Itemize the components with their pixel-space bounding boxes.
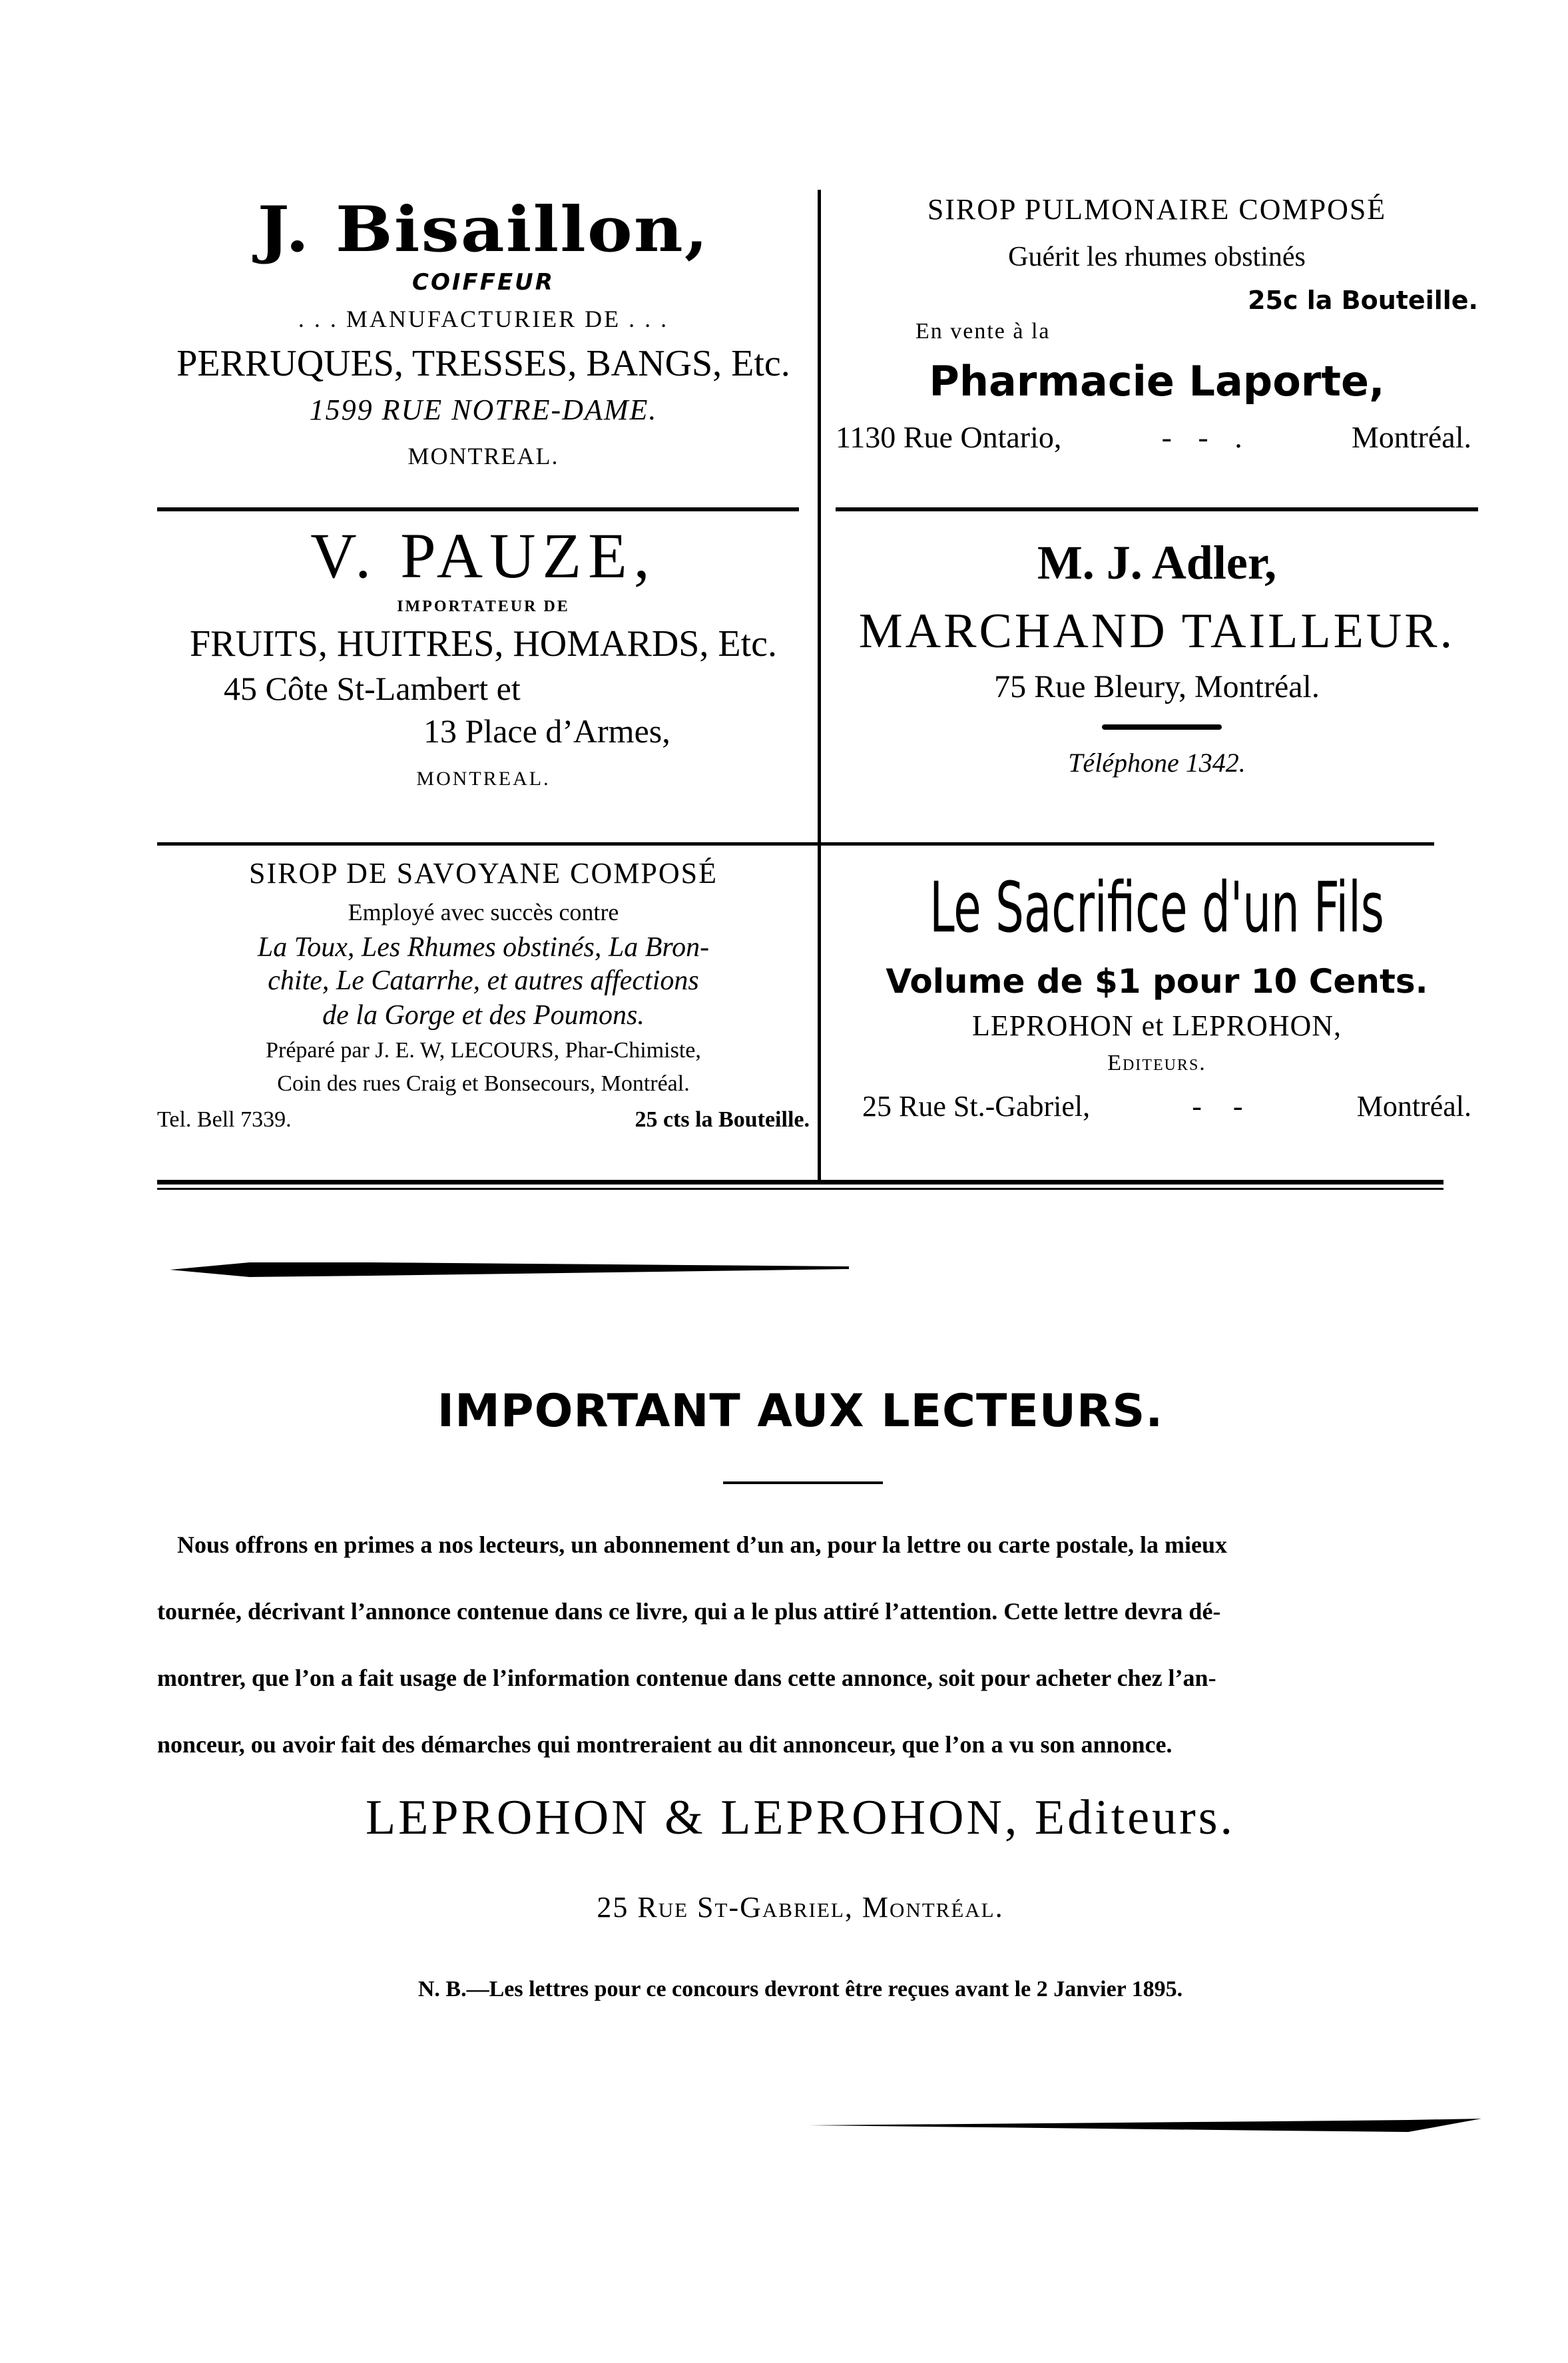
column-divider [818, 190, 821, 1182]
ad-sacrifice-city: Montréal. [1356, 1090, 1471, 1123]
row-rule-3b [157, 1188, 1443, 1190]
ad-sacrifice-title: Le Sacrifice d'un Fils [929, 867, 1384, 948]
ad-pulmonaire-subtitle: Guérit les rhumes obstinés [1008, 242, 1306, 272]
ad-adler-divider [836, 711, 1478, 740]
ad-adler-phone: Téléphone 1342. [1068, 748, 1246, 778]
ad-pauze-city: MONTREAL. [416, 768, 551, 790]
ad-pulmonaire-city: Montréal. [1351, 420, 1471, 454]
ad-pulmonaire [836, 190, 1478, 459]
ad-bisaillon-address: 1599 RUE NOTRE-DAME. [309, 394, 658, 426]
ad-savoyane-footer [157, 1100, 810, 1140]
ad-pulmonaire-footer [836, 416, 1478, 459]
row-rule-1-right [836, 507, 1478, 511]
ad-pulmonaire-address: 1130 Rue Ontario, [836, 420, 1062, 454]
notice-body-line-3: montrer, que l’on a fait usage de l’information contenue dans cette annonce, soit pour acheter chez l’an- [157, 1665, 1216, 1691]
notice-heading-underline [723, 1481, 883, 1484]
ad-savoyane-subtitle: Employé avec succès contre [348, 899, 619, 925]
ad-bisaillon-city: MONTREAL. [407, 443, 559, 469]
row-rule-2 [157, 842, 1434, 846]
ad-adler-address: 75 Rue Bleury, Montréal. [994, 669, 1320, 704]
notice-signature: LEPROHON & LEPROHON, Editeurs. [365, 1790, 1236, 1845]
ad-adler-name: M. J. Adler, [1037, 536, 1277, 589]
ad-savoyane-price: 25 cts la Bouteille. [635, 1107, 810, 1132]
notice-body-line-1: Nous offrons en primes a nos lecteurs, un abonnement d’un an, pour la lettre ou carte postale, la mieux [177, 1531, 1228, 1558]
ad-savoyane-prep2: Coin des rues Craig et Bonsecours, Montréal. [277, 1071, 690, 1096]
row-rule-1-left [157, 507, 799, 511]
ad-sacrifice-offer: Volume de $1 pour 10 Cents. [886, 962, 1428, 1001]
ad-savoyane-prep1: Préparé par J. E. W, LECOURS, Phar-Chimiste, [266, 1038, 701, 1063]
row-rule-3 [157, 1180, 1443, 1184]
ad-pulmonaire-sep: - - . [1161, 420, 1252, 454]
ad-bisaillon-line2: PERRUQUES, TRESSES, BANGS, Etc. [176, 343, 790, 384]
ad-savoyane-title: SIROP DE SAVOYANE COMPOSÉ [248, 857, 718, 890]
ad-pauze-role: IMPORTATEUR DE [397, 598, 570, 615]
ad-pauze [157, 519, 810, 806]
ad-pauze-goods: FRUITS, HUITRES, HOMARDS, Etc. [189, 623, 778, 664]
ad-pulmonaire-store: Pharmacie Laporte, [929, 357, 1385, 405]
ad-sacrifice-role: Editeurs. [1107, 1051, 1206, 1075]
ad-savoyane [157, 854, 810, 1140]
notice-heading: IMPORTANT AUX LECTEURS. [437, 1385, 1164, 1438]
ad-pulmonaire-sale: En vente à la [915, 319, 1051, 344]
notice-nb: N. B.—Les lettres pour ce concours devront être reçues avant le 2 Janvier 1895. [417, 1977, 1183, 2001]
ad-pulmonaire-title: SIROP PULMONAIRE COMPOSÉ [927, 193, 1387, 226]
ad-bisaillon-line1: . . . MANUFACTURIER DE . . . [298, 306, 669, 332]
notice-address: 25 Rue St-Gabriel, Montréal. [597, 1891, 1004, 1924]
ornamental-rule-top [170, 1258, 849, 1281]
ad-sacrifice-footer [836, 1080, 1478, 1133]
ad-pauze-name: V. PAUZE, [310, 520, 656, 591]
ad-sacrifice-address: 25 Rue St.-Gabriel, [862, 1090, 1091, 1123]
ad-pauze-addr2: 13 Place d’Armes, [423, 712, 670, 750]
ad-adler [836, 526, 1478, 786]
ad-bisaillon-trade: COIFFEUR [412, 269, 555, 296]
ornamental-rule-bottom [809, 2116, 1481, 2136]
ad-sacrifice-publisher: LEPROHON et LEPROHON, [971, 1009, 1342, 1042]
ad-pauze-addr1: 45 Côte St-Lambert et [224, 670, 521, 707]
ad-pulmonaire-price: 25c la Bouteille. [1248, 286, 1478, 315]
ad-sacrifice [836, 858, 1478, 1133]
notice-body-line-4: nonceur, ou avoir fait des démarches qui montreraient au dit annonceur, que l’on a vu son annonce. [157, 1731, 1173, 1758]
ad-savoyane-desc1: La Toux, Les Rhumes obstinés, La Bron- [257, 932, 710, 963]
ad-bisaillon [157, 193, 810, 479]
ad-savoyane-desc3: de la Gorge et des Poumons. [322, 1000, 645, 1031]
ad-bisaillon-name: J. Bisaillon, [257, 193, 710, 266]
ad-adler-trade: MARCHAND TAILLEUR. [858, 604, 1455, 658]
notice-body-line-2: tournée, décrivant l’annonce contenue dans ce livre, qui a le plus attiré l’attention. Cette lettre devra dé- [157, 1598, 1221, 1625]
ad-savoyane-tel: Tel. Bell 7339. [157, 1107, 292, 1132]
ad-savoyane-desc2: chite, Le Catarrhe, et autres affections [268, 965, 699, 996]
ad-sacrifice-sep: - - [1192, 1090, 1255, 1123]
notice-body [157, 1511, 1475, 1778]
